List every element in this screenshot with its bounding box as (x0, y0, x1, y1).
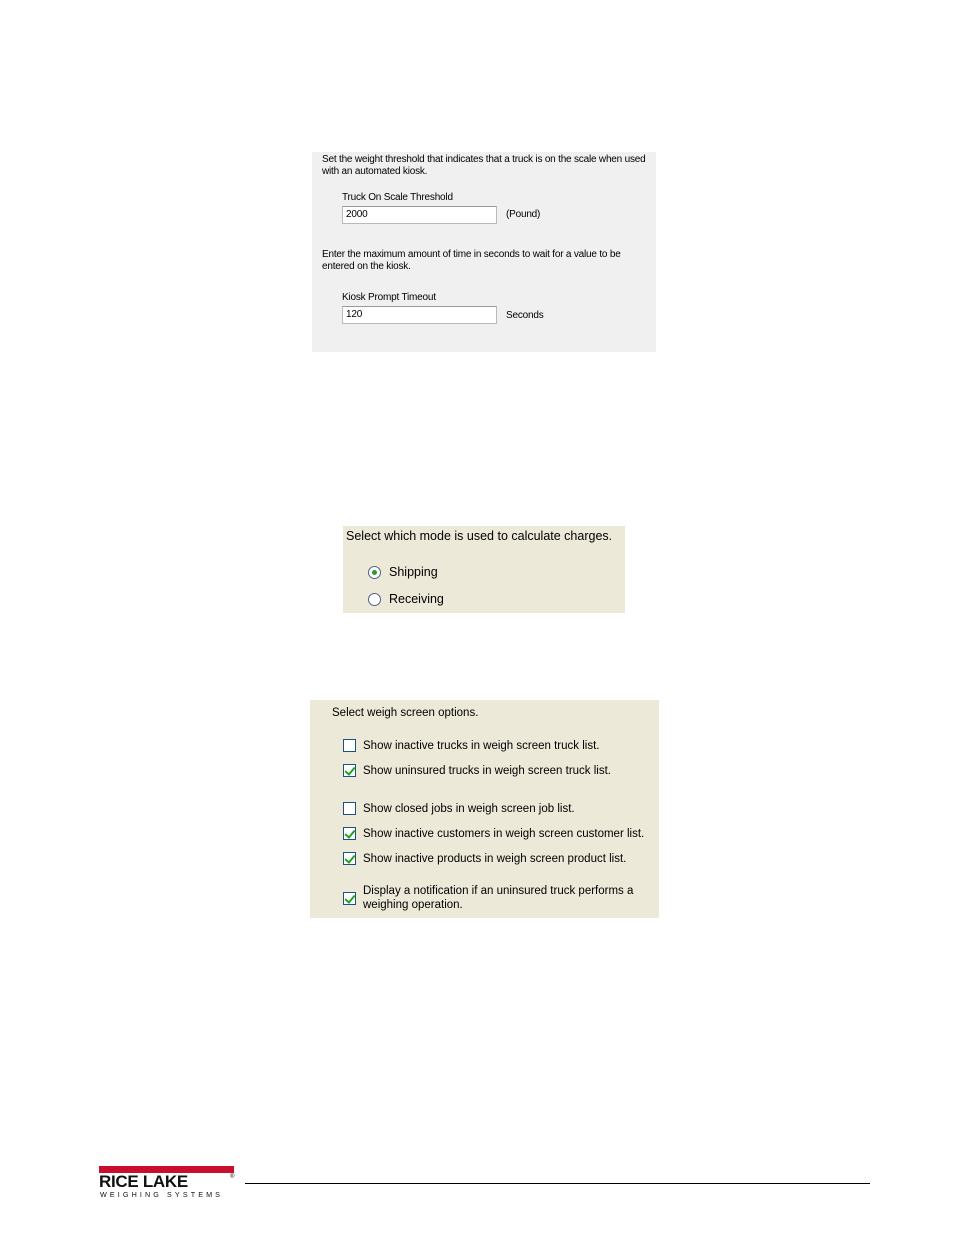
option-uninsured-trucks[interactable] (343, 764, 611, 777)
kiosk-settings-panel (312, 152, 656, 352)
threshold-input[interactable]: 2000 (342, 206, 497, 224)
checkbox-checked-icon[interactable] (343, 764, 356, 777)
option-uninsured-notification[interactable] (343, 884, 648, 912)
timeout-input[interactable]: 120 (342, 306, 497, 324)
threshold-label: Truck On Scale Threshold (342, 192, 453, 203)
option-label: Show inactive customers in weigh screen customer list. (363, 827, 645, 840)
option-inactive-customers[interactable] (343, 827, 644, 840)
charge-mode-panel (343, 526, 625, 613)
radio-shipping-label: Shipping (389, 565, 438, 579)
option-closed-jobs[interactable] (343, 802, 575, 815)
weigh-screen-options-panel (310, 700, 659, 918)
checkbox-icon[interactable] (343, 739, 356, 752)
checkbox-checked-icon[interactable] (343, 827, 356, 840)
footer-divider (245, 1183, 870, 1184)
radio-shipping[interactable] (368, 565, 438, 579)
option-label: Show closed jobs in weigh screen job list. (363, 802, 575, 815)
radio-button-icon[interactable] (368, 593, 381, 606)
timeout-description: Enter the maximum amount of time in seconds to wait for a value to be entered on the kiosk. (322, 249, 621, 272)
radio-receiving[interactable] (368, 592, 444, 606)
timeout-label: Kiosk Prompt Timeout (342, 292, 436, 303)
timeout-unit: Seconds (506, 310, 544, 321)
option-inactive-trucks[interactable] (343, 739, 599, 752)
checkbox-checked-icon[interactable] (343, 892, 356, 905)
logo-tagline: WEIGHING SYSTEMS (100, 1190, 224, 1199)
checkbox-icon[interactable] (343, 802, 356, 815)
rice-lake-logo (99, 1166, 235, 1200)
weigh-options-prompt: Select weigh screen options. (332, 707, 479, 719)
threshold-description: Set the weight threshold that indicates that a truck is on the scale when used with an automated kiosk. (322, 154, 646, 177)
radio-button-icon[interactable] (368, 566, 381, 579)
threshold-unit: (Pound) (506, 209, 541, 220)
option-label: Show inactive trucks in weigh screen truck list. (363, 739, 600, 752)
charge-mode-prompt: Select which mode is used to calculate charges. (346, 529, 613, 543)
registered-mark: ® (230, 1174, 235, 1180)
checkbox-checked-icon[interactable] (343, 852, 356, 865)
logo-wordmark: RICE LAKE (99, 1172, 188, 1191)
radio-receiving-label: Receiving (389, 592, 444, 606)
option-label: Show uninsured trucks in weigh screen truck list. (363, 764, 611, 777)
option-inactive-products[interactable] (343, 852, 626, 865)
option-label: Show inactive products in weigh screen product list. (363, 852, 627, 865)
option-label: Display a notification if an uninsured truck performs a weighing operation. (363, 885, 634, 911)
